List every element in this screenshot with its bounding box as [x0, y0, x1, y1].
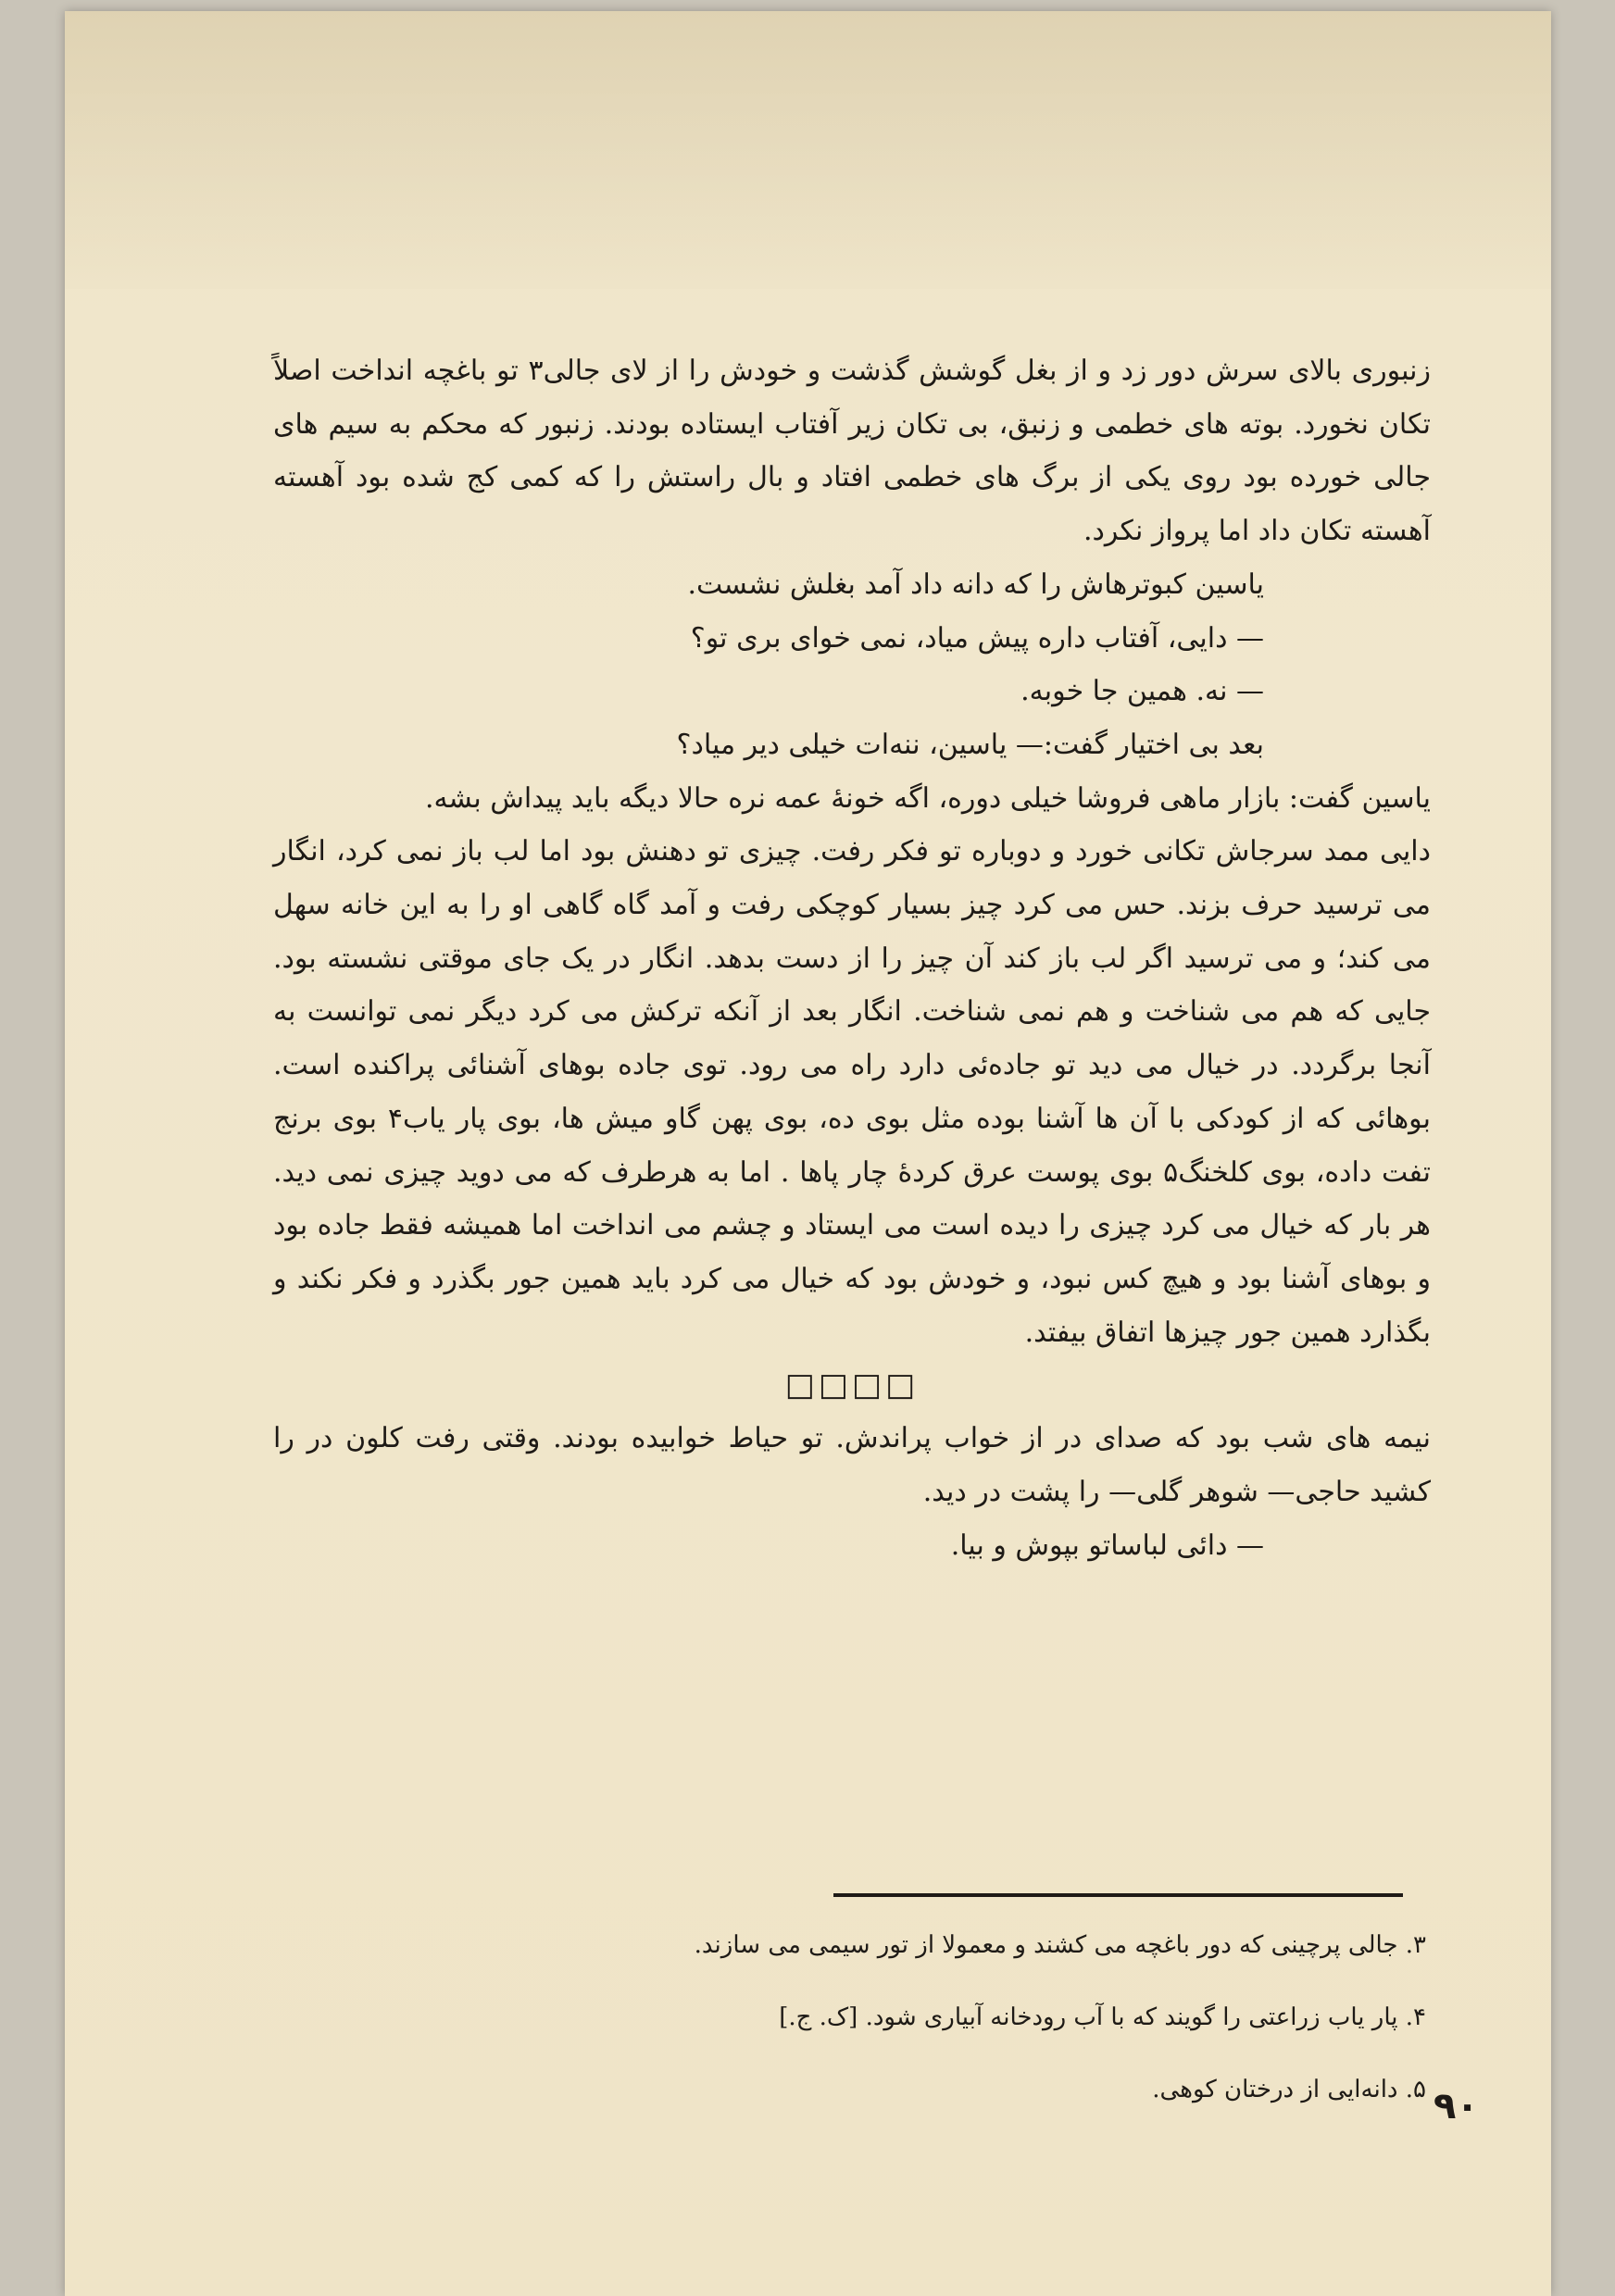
page-number: ۹۰	[1433, 2085, 1479, 2128]
main-text	[273, 344, 1431, 1572]
footnote: ۴. پار یاب زراعتی را گویند که با آب رودخانه آبیاری شود. [ک. ج.]	[779, 2003, 1426, 2031]
book-page	[65, 11, 1551, 2296]
section-separator: □□□□	[784, 1366, 920, 1404]
footnote: ۳. جالی پرچینی که دور باغچه می کشند و معمولا از تور سیمی می سازند.	[694, 1931, 1426, 1959]
paragraph: نیمه های شب بود که صدای در از خواب پراندش. تو حیاط خوابیده بودند. وقتی رفت کلون در را کشید حاجی— شوهر گلی— را پشت در دید.	[273, 1422, 1431, 1509]
footnote-rule	[833, 1893, 1403, 1897]
footnote: ۵. دانه‌ایی از درختان کوهی.	[1152, 2076, 1426, 2103]
paragraph: یاسین گفت: بازار ماهی فروشا خیلی دوره، اگه خونهٔ عمه نره حالا دیگه باید پیداش بشه.	[424, 781, 1431, 815]
dialogue-line: — نه. همین جا خوبه.	[1020, 675, 1264, 708]
dialogue-line: — دایی، آفتاب داره پیش میاد، نمی خوای بری تو؟	[690, 621, 1264, 655]
paragraph: یاسین کبوترهاش را که دانه داد آمد بغلش نشست.	[687, 568, 1264, 601]
paragraph: زنبوری بالای سرش دور زد و از بغل گوشش گذشت و خودش را از لای جالی۳ تو باغچه انداخت اصلاً تکان نخورد. بوته های خطمی و زنبق، بی تکان زیر آفتاب ایستاده بودند. زنبور که محکم به سیم های جالی خورده بود روی یکی از برگ های خطمی افتاد و بال راستش را که کمی کج شده بود آهسته آهسته تکان داد اما پرواز نکرد.	[273, 355, 1431, 548]
paragraph: بعد بی اختیار گفت:— یاسین، ننه‌ات خیلی دیر میاد؟	[676, 728, 1264, 761]
dialogue-line: — دائی لباساتو بپوش و بیا.	[950, 1529, 1264, 1562]
paragraph: دایی ممد سرجاش تکانی خورد و دوباره تو فکر رفت. چیزی تو دهنش بود اما لب باز نمی کرد، انگار می ترسید حرف بزند. حس می کرد چیز بسیار کوچکی رفت و آمد گاه گاهی او را به این خانه سهل می کند؛ و می ترسید اگر لب باز کند آن چیز را از دست بدهد. انگار در یک جای موقتی نشسته بود. جایی که هم می شناخت و هم نمی شناخت. انگار بعد از آنکه ترکش می کرد دیگر نمی توانست به آنجا برگردد. در خیال می دید تو جاده‌ئی دارد راه می رود. توی جاده بوهای آشنائی پراکنده است. بوهائی که از کودکی با آن ها آشنا بوده مثل بوی ده، بوی پهن گاو میش ها، بوی پار یاب۴ بوی برنج تفت داده، بوی کلخنگ۵ بوی پوست عرق کردهٔ چار پاها . اما به هرطرف که می دوید چیزی نمی دید. هر بار که خیال می کرد چیزی را دیده است می ایستاد و چشم می انداخت اما همیشه فقط جاده بود و بوهای آشنا بود و هیچ کس نبود، و خودش بود که خیال می کرد باید همین جور بگذرد و فکر نکند و بگذارد همین جور چیزها اتفاق بیفتد.	[273, 835, 1431, 1349]
footnotes	[435, 1909, 1426, 2126]
page-shading	[65, 11, 1551, 289]
